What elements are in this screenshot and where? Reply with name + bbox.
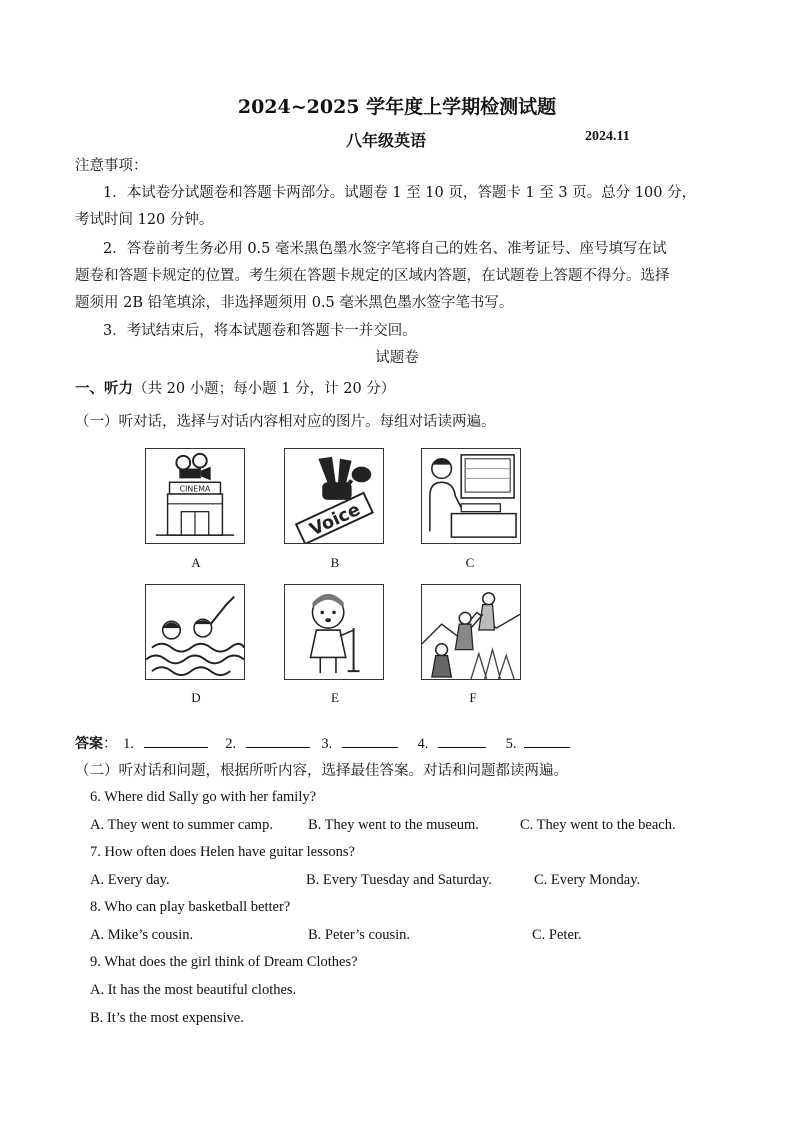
picture-b-label: B <box>330 555 340 570</box>
question-6: 6. Where did Sally go with her family? <box>90 789 317 805</box>
picture-d-label: D <box>191 690 201 705</box>
notice-item-2-line-3: 题须用 2B 铅笔填涂，非选择题须用 0.5 毫米黑色墨水签字笔书写。 <box>75 295 514 311</box>
answer-num-3: 3. <box>321 736 333 752</box>
question-7: 7. How often does Helen have guitar lessons? <box>90 844 355 860</box>
girl-with-cane-icon <box>285 585 383 679</box>
question-7-option-c[interactable]: C. Every Monday. <box>534 872 641 888</box>
part-1-heading <box>75 379 395 399</box>
question-6-option-a[interactable]: A. They went to summer camp. <box>90 817 273 833</box>
answer-blank-4[interactable] <box>438 733 486 748</box>
question-6-option-b[interactable]: B. They went to the museum. <box>308 817 479 833</box>
voice-of-china-icon <box>285 449 383 543</box>
hiking-icon <box>422 585 520 679</box>
answer-num-2: 2. <box>225 736 237 752</box>
picture-e-label: E <box>331 690 339 705</box>
picture-b-voice <box>284 448 384 544</box>
question-8-option-a[interactable]: A. Mike’s cousin. <box>90 927 194 943</box>
question-9-option-b[interactable]: B. It’s the most expensive. <box>90 1010 244 1026</box>
notice-item-1-line-1: 1．本试卷分试题卷和答题卡两部分。试题卷 1 至 10 页，答题卡 1 至 3 页。总分 100 分， <box>103 185 697 201</box>
exam-subject: 八年级英语 <box>346 131 427 150</box>
notice-item-2-line-2: 题卷和答题卡规定的位置。考生须在答题卡规定的区域内答题，在试题卷上答题不得分。选择 <box>75 268 670 284</box>
notice-heading: 注意事项： <box>75 158 148 174</box>
exam-title: 2024~2025 学年度上学期检测试题 <box>237 96 557 118</box>
picture-e-girl <box>284 584 384 680</box>
notice-item-1-line-2: 考试时间 120 分钟。 <box>75 212 214 228</box>
computer-user-icon <box>422 449 520 543</box>
notice-item-2-line-1: 2．答卷前考生务必用 0.5 毫米黑色墨水签字笔将自己的姓名、准考证号、座号填写在试 <box>103 241 667 257</box>
picture-a-label: A <box>191 555 201 570</box>
cinema-sign-text: CINEMA <box>179 484 211 494</box>
question-8-option-c[interactable]: C. Peter. <box>532 927 582 943</box>
answer-blank-5[interactable] <box>524 733 570 748</box>
cinema-icon <box>146 449 244 543</box>
notice-item-3: 3．考试结束后，将本试题卷和答题卡一并交回。 <box>103 323 417 339</box>
question-9: 9. What does the girl think of Dream Clothes? <box>90 954 358 970</box>
picture-a-cinema <box>145 448 245 544</box>
picture-f-label: F <box>469 690 477 705</box>
picture-f-hiking <box>421 584 521 680</box>
voice-logo-text: Voice <box>306 499 364 541</box>
picture-d-swimming <box>145 584 245 680</box>
section-title: 试题卷 <box>375 350 419 366</box>
answer-label: 答案 <box>75 736 103 752</box>
answer-num-1: 1. <box>123 736 134 752</box>
answer-num-5: 5. <box>505 736 517 752</box>
part-1-sub-1: （一）听对话，选择与对话内容相对应的图片。每组对话读两遍。 <box>75 414 496 430</box>
question-8: 8. Who can play basketball better? <box>90 899 291 915</box>
picture-c-label: C <box>465 555 475 570</box>
question-8-option-b[interactable]: B. Peter’s cousin. <box>308 927 411 943</box>
answer-blank-2[interactable] <box>246 733 310 748</box>
part-1-sub-2: （二）听对话和问题，根据所听内容，选择最佳答案。对话和问题都读两遍。 <box>75 763 568 779</box>
question-7-option-a[interactable]: A. Every day. <box>90 872 170 888</box>
exam-date: 2024.11 <box>585 129 630 144</box>
answer-line <box>75 732 570 753</box>
question-9-option-a[interactable]: A. It has the most beautiful clothes. <box>90 982 297 998</box>
part-1-heading-rest: （共 20 小题；每小题 1 分，计 20 分） <box>133 381 396 397</box>
answer-blank-3[interactable] <box>342 733 398 748</box>
answer-blank-1[interactable] <box>144 733 208 748</box>
part-1-heading-bold: 一、听力 <box>75 380 133 397</box>
swimming-icon <box>146 585 244 679</box>
question-7-option-b[interactable]: B. Every Tuesday and Saturday. <box>306 872 492 888</box>
picture-c-computer <box>421 448 521 544</box>
answer-colon: ： <box>103 736 118 752</box>
answer-num-4: 4. <box>417 736 429 752</box>
question-6-option-c[interactable]: C. They went to the beach. <box>520 817 676 833</box>
